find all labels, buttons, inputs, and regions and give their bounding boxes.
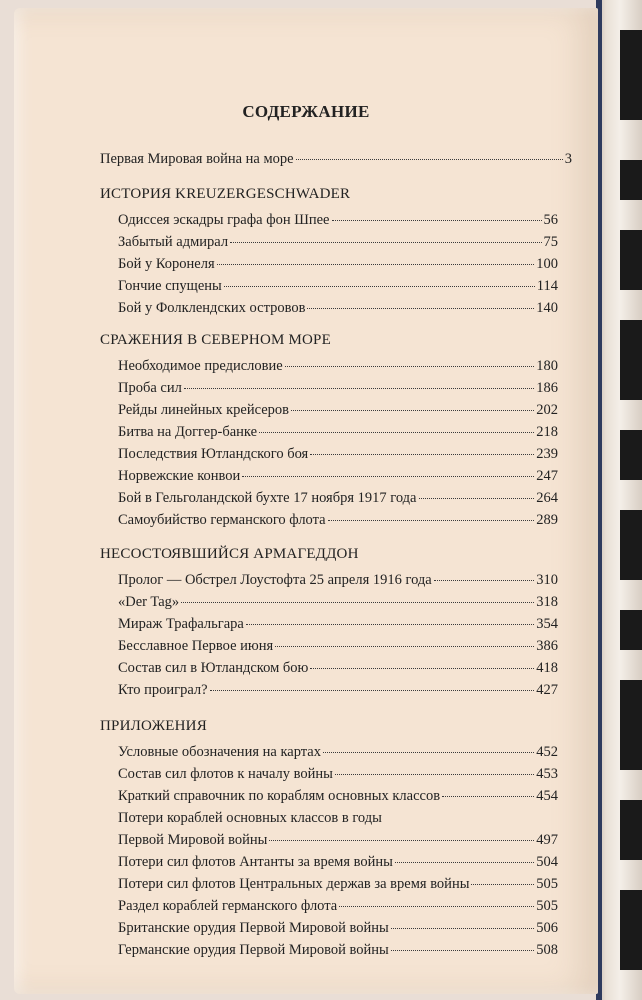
- toc-entry[interactable]: [118, 876, 558, 893]
- entry-label: Бой у Коронеля: [118, 256, 215, 272]
- entry-label: Проба сил: [118, 380, 182, 396]
- dot-leader: [310, 667, 534, 669]
- table-of-contents: [14, 8, 598, 994]
- entry-page-number: 505: [536, 876, 558, 892]
- toc-entry[interactable]: [118, 490, 558, 507]
- section-heading: ИСТОРИЯ KREUZERGESCHWADER: [100, 186, 351, 202]
- toc-entry[interactable]: [118, 616, 558, 633]
- dot-leader: [181, 601, 534, 603]
- dot-leader: [395, 861, 534, 863]
- entry-label: Одиссея эскадры графа фон Шпее: [118, 212, 330, 228]
- entry-label: Бесславное Первое июня: [118, 638, 274, 654]
- entry-label: Бой в Гельголандской бухте 17 ноября 1917 года: [118, 490, 417, 506]
- dot-leader: [269, 839, 534, 841]
- dot-leader: [210, 689, 535, 691]
- toc-entry[interactable]: [118, 898, 558, 915]
- entry-page-number: 218: [536, 424, 558, 440]
- entry-page-number: 247: [536, 468, 558, 484]
- toc-entry[interactable]: [118, 920, 558, 937]
- entry-page-number: 310: [536, 572, 558, 588]
- entry-page-number: 3: [564, 151, 572, 167]
- entry-page-number: 505: [536, 898, 558, 914]
- entry-page-number: 202: [536, 402, 558, 418]
- dot-leader: [391, 949, 535, 951]
- dot-leader: [434, 579, 535, 581]
- dot-leader: [471, 883, 534, 885]
- dot-leader: [335, 773, 534, 775]
- entry-page-number: 454: [536, 788, 558, 804]
- toc-entry[interactable]: [118, 278, 558, 295]
- book-page: [14, 8, 598, 994]
- entry-page-number: 264: [536, 490, 558, 506]
- entry-page-number: 56: [543, 212, 558, 228]
- dot-leader: [442, 795, 534, 797]
- entry-page-number: 186: [536, 380, 558, 396]
- entry-page-number: 100: [536, 256, 558, 272]
- toc-entry[interactable]: [118, 446, 558, 463]
- dot-leader: [285, 365, 535, 367]
- entry-label: Краткий справочник по кораблям основных классов: [118, 788, 441, 804]
- entry-page-number: 508: [536, 942, 558, 958]
- entry-label: Кто проиграл?: [118, 682, 208, 698]
- adjacent-book-edge: [598, 0, 642, 1000]
- entry-label: Состав сил флотов к началу войны: [118, 766, 333, 782]
- section-heading: НЕСОСТОЯВШИЙСЯ АРМАГЕДДОН: [100, 546, 359, 562]
- dot-leader: [296, 158, 563, 160]
- toc-entry[interactable]: [118, 682, 558, 699]
- toc-entry[interactable]: [118, 468, 558, 485]
- entry-label: Самоубийство германского флота: [118, 512, 326, 528]
- entry-label: Первой Мировой войны: [118, 832, 268, 848]
- dot-leader: [242, 475, 534, 477]
- entry-label: Гончие спущены: [118, 278, 222, 294]
- page-title: СОДЕРЖАНИЕ: [242, 102, 370, 121]
- dot-leader: [230, 241, 541, 243]
- dot-leader: [323, 751, 534, 753]
- dot-leader: [224, 285, 535, 287]
- toc-entry[interactable]: [118, 594, 558, 611]
- entry-label: Раздел кораблей германского флота: [118, 898, 338, 914]
- entry-page-number: 239: [536, 446, 558, 462]
- entry-label: «Der Tag»: [118, 594, 180, 610]
- section-heading: СРАЖЕНИЯ В СЕВЕРНОМ МОРЕ: [100, 332, 331, 348]
- toc-entry[interactable]: [118, 380, 558, 397]
- entry-label: Последствия Ютландского боя: [118, 446, 309, 462]
- toc-entry-intro[interactable]: [100, 151, 572, 168]
- toc-entry[interactable]: [118, 402, 558, 419]
- entry-label: Британские орудия Первой Мировой войны: [118, 920, 389, 936]
- entry-label: Мираж Трафальгара: [118, 616, 244, 632]
- entry-page-number: 354: [536, 616, 558, 632]
- entry-page-number: 497: [536, 832, 558, 848]
- toc-entry[interactable]: [118, 766, 558, 783]
- entry-page-number: 453: [536, 766, 558, 782]
- toc-entry[interactable]: [118, 212, 558, 229]
- entry-label: Бой у Фолклендских островов: [118, 300, 306, 316]
- toc-entry[interactable]: [118, 660, 558, 677]
- entry-label: Первая Мировая война на море: [100, 151, 294, 167]
- entry-page-number: 289: [536, 512, 558, 528]
- entry-label: Норвежские конвои: [118, 468, 241, 484]
- dot-leader: [339, 905, 534, 907]
- toc-entry[interactable]: [118, 744, 558, 761]
- entry-page-number: 504: [536, 854, 558, 870]
- toc-entry[interactable]: [118, 300, 558, 317]
- dot-leader: [328, 519, 535, 521]
- dot-leader: [259, 431, 534, 433]
- dot-leader: [184, 387, 534, 389]
- toc-entry[interactable]: [118, 854, 558, 871]
- dot-leader: [310, 453, 534, 455]
- entry-page-number: 386: [536, 638, 558, 654]
- entry-page-number: 180: [536, 358, 558, 374]
- dot-leader: [307, 307, 534, 309]
- toc-entry[interactable]: [118, 234, 558, 251]
- toc-entry-first-line[interactable]: Потери кораблей основных классов в годы: [118, 810, 382, 826]
- entry-page-number: 318: [536, 594, 558, 610]
- section-heading: ПРИЛОЖЕНИЯ: [100, 718, 207, 734]
- entry-label: Германские орудия Первой Мировой войны: [118, 942, 389, 958]
- dot-leader: [332, 219, 542, 221]
- dot-leader: [391, 927, 534, 929]
- entry-page-number: 418: [536, 660, 558, 676]
- entry-label: Потери сил флотов Антанты за время войны: [118, 854, 393, 870]
- dot-leader: [419, 497, 535, 499]
- toc-entry[interactable]: [118, 572, 558, 589]
- toc-entry[interactable]: [118, 424, 558, 441]
- dot-leader: [291, 409, 534, 411]
- toc-entry[interactable]: [118, 256, 558, 273]
- toc-entry[interactable]: [118, 788, 558, 805]
- entry-page-number: 506: [536, 920, 558, 936]
- entry-label: Потери сил флотов Центральных держав за время войны: [118, 876, 470, 892]
- toc-entry[interactable]: [118, 942, 558, 959]
- entry-label: Пролог — Обстрел Лоустофта 25 апреля 1916 года: [118, 572, 432, 588]
- toc-entry[interactable]: [118, 638, 558, 655]
- entry-page-number: 452: [536, 744, 558, 760]
- entry-page-number: 75: [543, 234, 558, 250]
- entry-label: Необходимое предисловие: [118, 358, 283, 374]
- entry-label: Состав сил в Ютландском бою: [118, 660, 309, 676]
- dot-leader: [246, 623, 534, 625]
- dot-leader: [217, 263, 535, 265]
- entry-label: Забытый адмирал: [118, 234, 229, 250]
- dot-leader: [275, 645, 534, 647]
- entry-label: Рейды линейных крейсеров: [118, 402, 290, 418]
- entry-page-number: 427: [536, 682, 558, 698]
- toc-entry[interactable]: [118, 358, 558, 375]
- entry-label: Битва на Доггер-банке: [118, 424, 258, 440]
- toc-entry[interactable]: [118, 512, 558, 529]
- toc-entry[interactable]: [118, 832, 558, 849]
- entry-label: Условные обозначения на картах: [118, 744, 321, 760]
- entry-page-number: 114: [536, 278, 558, 294]
- entry-page-number: 140: [536, 300, 558, 316]
